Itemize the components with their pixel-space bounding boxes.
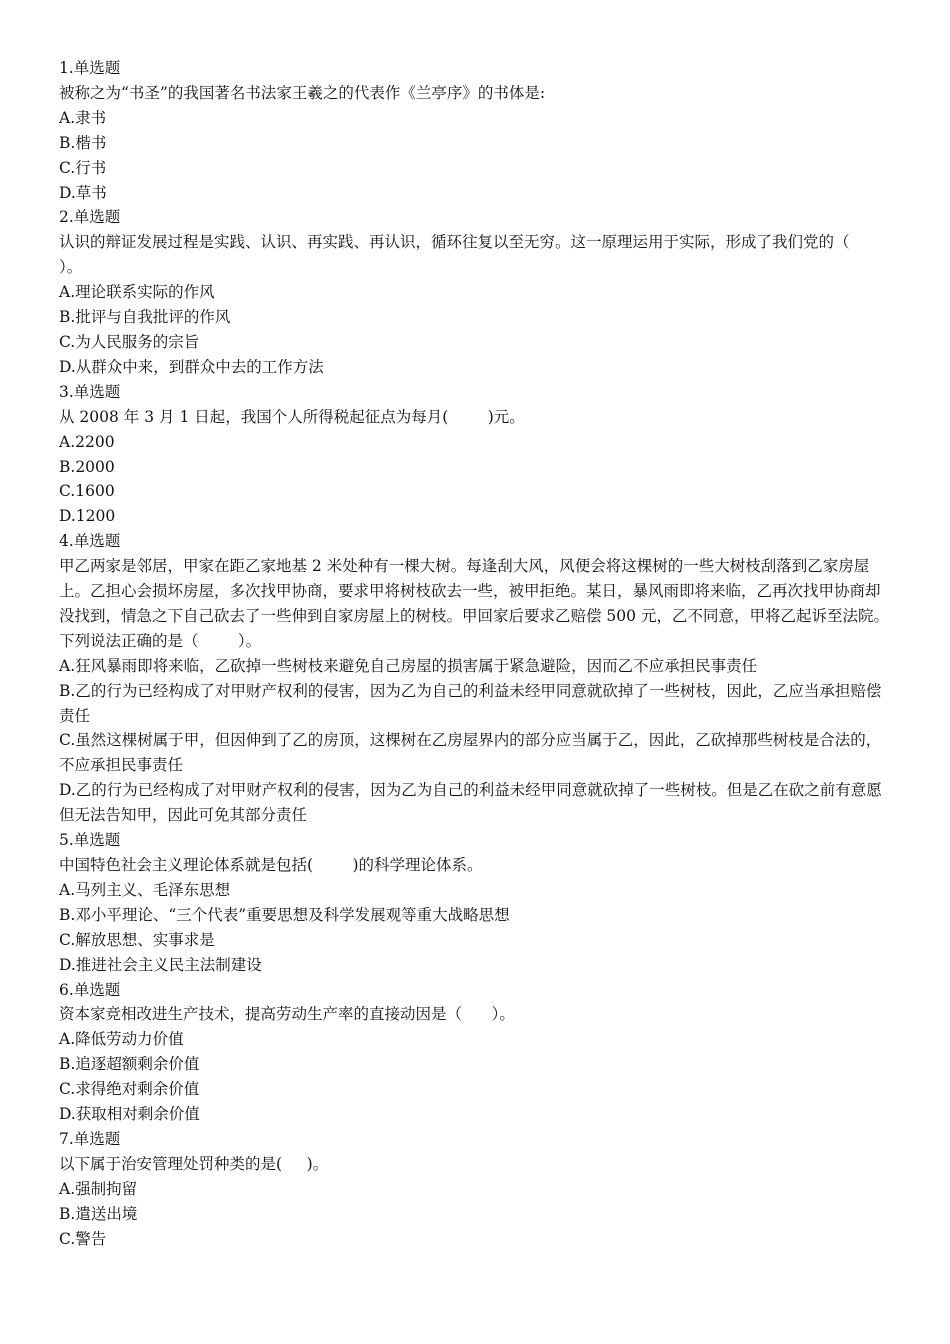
question-header: 4.单选题 bbox=[59, 532, 121, 551]
option-a[interactable]: A.隶书 bbox=[59, 108, 107, 127]
option-b[interactable]: B.乙的行为已经构成了对甲财产权利的侵害，因为乙为自己的利益未经甲同意就砍掉了一些树枝，因此，乙应当承担赔偿责任 bbox=[59, 681, 882, 725]
option-c[interactable]: C.解放思想、实事求是 bbox=[59, 930, 215, 949]
option-b[interactable]: B.邓小平理论、“三个代表”重要思想及科学发展观等重大战略思想 bbox=[59, 905, 510, 924]
option-c[interactable]: C.为人民服务的宗旨 bbox=[59, 332, 200, 351]
option-c[interactable]: C.求得绝对剩余价值 bbox=[59, 1080, 200, 1099]
question-header: 6.单选题 bbox=[59, 980, 121, 999]
question-header: 7.单选题 bbox=[59, 1129, 121, 1148]
option-c[interactable]: C.虽然这棵树属于甲，但因伸到了乙的房顶，这棵树在乙房屋界内的部分应当属于乙，因此，乙砍掉那些树枝是合法的，不应承担民事责任 bbox=[59, 731, 882, 775]
question-4 bbox=[59, 529, 891, 828]
question-header: 1.单选题 bbox=[59, 59, 121, 77]
option-d[interactable]: D.推进社会主义民主法制建设 bbox=[59, 955, 262, 974]
option-d[interactable]: D.乙的行为已经构成了对甲财产权利的侵害，因为乙为自己的利益未经甲同意就砍掉了一些树枝。但是乙在砍之前有意愿但无法告知甲，因此可免其部分责任 bbox=[59, 781, 882, 825]
question-stem: 中国特色社会主义理论体系就是包括( )的科学理论体系。 bbox=[59, 856, 483, 874]
option-d[interactable]: D.1200 bbox=[59, 507, 116, 526]
option-b[interactable]: B.批评与自我批评的作风 bbox=[59, 308, 231, 327]
option-a[interactable]: A.理论联系实际的作风 bbox=[59, 283, 215, 302]
option-d[interactable]: D.获取相对剩余价值 bbox=[59, 1105, 200, 1124]
option-b[interactable]: B.2000 bbox=[59, 457, 115, 476]
question-stem: 甲乙两家是邻居，甲家在距乙家地基 2 米处种有一棵大树。每逢刮大风，风便会将这棵树的一些大树枝刮落到乙家房屋上。乙担心会损坏房屋，多次找甲协商，要求甲将树枝砍去一些，被甲拒绝。某日，暴风雨即将来临，乙再次找甲协商却没找到，情急之下自己砍去了一些伸到自家房屋上的树枝。甲回家后要求乙赔偿 500 元，乙不同意，甲将乙起诉至法院。 bbox=[59, 557, 889, 625]
question-5 bbox=[59, 828, 891, 977]
question-header: 3.单选题 bbox=[59, 382, 121, 401]
question-stem: 被称之为“书圣”的我国著名书法家王羲之的代表作《兰亭序》的书体是: bbox=[59, 83, 546, 102]
option-b[interactable]: B.追逐超额剩余价值 bbox=[59, 1055, 200, 1074]
option-a[interactable]: A.2200 bbox=[59, 432, 115, 451]
question-header: 2.单选题 bbox=[59, 208, 121, 227]
question-header: 5.单选题 bbox=[59, 831, 121, 850]
question-3 bbox=[59, 380, 891, 529]
option-a[interactable]: A.马列主义、毛泽东思想 bbox=[59, 880, 231, 899]
option-d[interactable]: D.从群众中来，到群众中去的工作方法 bbox=[59, 357, 324, 376]
option-a[interactable]: A.狂风暴雨即将来临，乙砍掉一些树枝来避免自己房屋的损害属于紧急避险，因而乙不应承担民事责任 bbox=[59, 656, 758, 675]
option-b[interactable]: B.遣送出境 bbox=[59, 1204, 138, 1223]
option-a[interactable]: A.降低劳动力价值 bbox=[59, 1030, 184, 1049]
option-b[interactable]: B.楷书 bbox=[59, 133, 107, 152]
question-1 bbox=[59, 56, 891, 205]
option-c[interactable]: C.行书 bbox=[59, 158, 107, 177]
question-prompt: 下列说法正确的是（ ）。 bbox=[59, 631, 262, 650]
question-6 bbox=[59, 978, 891, 1127]
option-d[interactable]: D.草书 bbox=[59, 183, 107, 202]
question-stem: 以下属于治安管理处罚种类的是( )。 bbox=[59, 1154, 329, 1173]
option-c[interactable]: C.1600 bbox=[59, 482, 115, 501]
option-c[interactable]: C.警告 bbox=[59, 1229, 107, 1248]
question-7 bbox=[59, 1127, 891, 1252]
question-stem: 资本家竞相改进生产技术，提高劳动生产率的直接动因是（ ）。 bbox=[59, 1005, 515, 1024]
question-stem: 认识的辩证发展过程是实践、认识、再实践、再认识，循环往复以至无穷。这一原理运用于实际，形成了我们党的（ ）。 bbox=[59, 233, 889, 277]
question-document bbox=[59, 56, 891, 1252]
question-stem: 从 2008 年 3 月 1 日起，我国个人所得税起征点为每月( )元。 bbox=[59, 407, 525, 426]
question-2 bbox=[59, 205, 891, 379]
option-a[interactable]: A.强制拘留 bbox=[59, 1179, 138, 1198]
